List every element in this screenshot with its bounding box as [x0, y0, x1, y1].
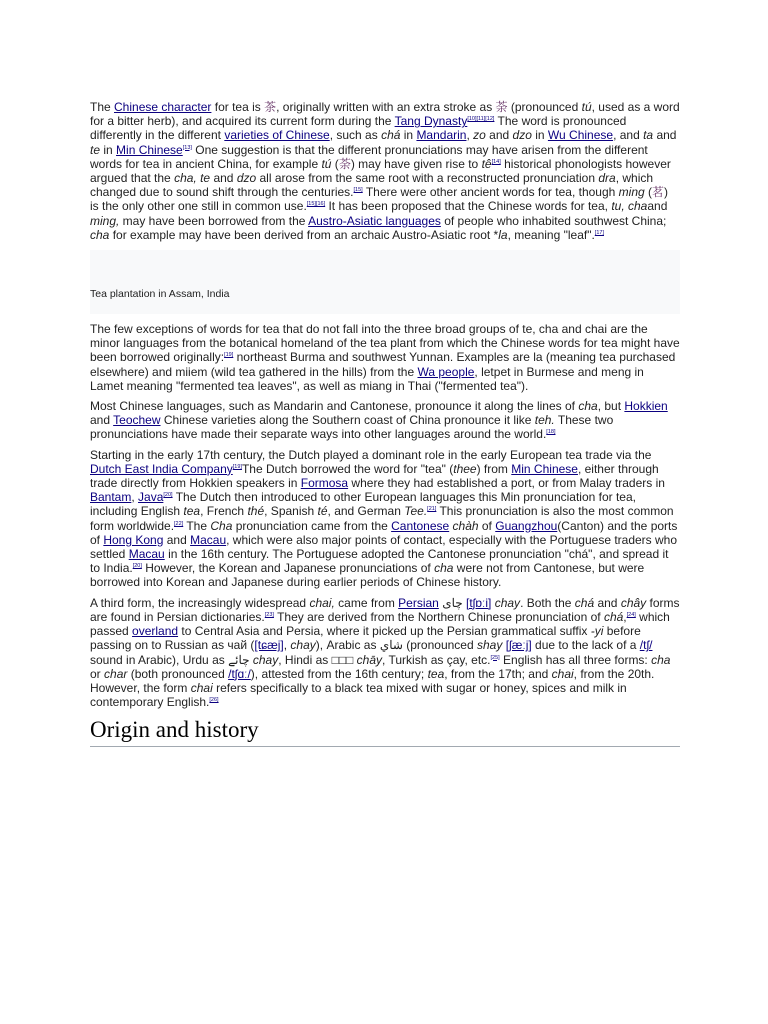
text: ), attested from the 16th century;: [250, 666, 428, 681]
text: and: [647, 199, 668, 214]
italic-term: te: [90, 142, 101, 157]
italic-term: thee: [453, 461, 477, 476]
italic-term: chai: [551, 666, 574, 681]
italic-term: teh.: [534, 413, 555, 428]
italic-term: cha: [651, 652, 671, 667]
text: pronunciation came from the: [232, 518, 392, 533]
text: , which were also major points of contact, especially with the Portuguese traders who settled: [90, 532, 678, 562]
text: However, the Korean and Japanese pronunciations of: [141, 561, 435, 576]
text: came from: [334, 595, 399, 610]
link-tang-dynasty[interactable]: Tang Dynasty: [394, 114, 468, 129]
link-cantonese[interactable]: Cantonese: [391, 518, 450, 533]
text: The Dutch then introduced to other European languages this Min pronunciation for tea, including English: [90, 490, 636, 519]
italic-term: tú: [581, 100, 592, 114]
link-min-chinese[interactable]: Min Chinese: [116, 142, 183, 157]
text: in the 16th century. The Portuguese adopted the Cantonese pronunciation "chá", and spread it to India.: [90, 547, 669, 576]
paragraph-4: [90, 448, 680, 590]
text: چای: [438, 595, 467, 610]
italic-term: dzo: [512, 128, 532, 143]
link-guangzhou[interactable]: Guangzhou: [495, 518, 558, 533]
text: These two pronunciations have made their separate ways into other languages around the world.: [90, 413, 614, 442]
text: A third form, the increasingly widespread: [90, 595, 310, 610]
image-caption: Tea plantation in Assam, India: [90, 288, 230, 301]
text: ,: [623, 609, 627, 624]
section-heading: Origin and history: [90, 717, 680, 747]
text: northeast Burma and southwest Yunnan. Examples are la (meaning tea purchased elsewhere) and miiem (wild tea gathered in the hills) from the: [90, 350, 676, 379]
link-mandarin[interactable]: Mandarin: [416, 128, 467, 143]
citation-ref[interactable]: [14]: [491, 158, 501, 165]
paragraph-1: [90, 100, 680, 242]
text: and: [594, 595, 621, 610]
text: and: [653, 128, 677, 143]
text: , which changed due to sound shift through the centuries.: [90, 171, 654, 200]
text: which passed: [90, 609, 670, 639]
text: , originally written with an extra stroke as: [276, 100, 496, 114]
citation-ref[interactable]: [13]: [182, 144, 192, 151]
citation-ref[interactable]: [18]: [546, 429, 556, 436]
italic-term: cha, te: [174, 171, 211, 186]
citation-ref[interactable]: [10][11][12]: [467, 116, 495, 123]
italic-term: ming,: [90, 213, 120, 228]
text: . Both the: [520, 595, 575, 610]
text: of people who inhabited southwest China;: [440, 213, 667, 228]
text: ,: [283, 638, 291, 653]
text: (both pronounced: [127, 666, 229, 681]
italic-term: cha: [578, 399, 598, 414]
citation-ref[interactable]: [23]: [264, 611, 274, 618]
text: , either through trade directly from Hokkien speakers in: [90, 461, 659, 491]
text: , and German: [327, 504, 405, 519]
italic-term: la: [498, 227, 508, 242]
text: , used as a word for a bitter herb), and acquired its current form during the: [90, 100, 680, 129]
italic-term: chai,: [309, 595, 335, 610]
italic-term: zo: [473, 128, 486, 143]
image-caption-box: [90, 250, 680, 314]
link-teochew[interactable]: Teochew: [113, 413, 161, 428]
text: ) from: [476, 461, 512, 476]
link-cjk-tu[interactable]: 荼: [338, 156, 351, 171]
link-ipa-arabic[interactable]: [ʃæːj]: [505, 638, 532, 653]
text: all arose from the same root with a reconstructed pronunciation: [256, 171, 599, 186]
link-wu-chinese[interactable]: Wu Chinese: [547, 128, 614, 143]
link-ipa-tsh[interactable]: /tʃ/: [639, 638, 653, 653]
italic-term: tu, cha: [611, 199, 648, 214]
text: Most Chinese languages, such as Mandarin and Cantonese, pronounce it along the lines of: [90, 399, 579, 414]
italic-term: -yi: [590, 624, 604, 639]
text: or: [90, 666, 105, 681]
italic-term: té: [317, 504, 328, 519]
link-austro-asiatic-languages[interactable]: Austro-Asiatic languages: [308, 213, 441, 228]
link-ipa-persian[interactable]: [tʃɒːi]: [466, 595, 492, 610]
italic-term: Tee.: [404, 504, 428, 519]
citation-ref[interactable]: [19]: [232, 463, 242, 470]
text: This pronunciation is also the most common form worldwide.: [90, 504, 674, 533]
text: (: [331, 156, 339, 171]
text: One suggestion is that the different pronunciations may have arisen from the different words for tea in ancient China, for example: [90, 142, 648, 171]
text: Starting in the early 17th century, the Dutch played a dominant role in the early European tea trade via the: [90, 447, 652, 462]
link-macau[interactable]: Macau: [128, 547, 165, 562]
italic-term: dra: [598, 171, 616, 186]
italic-term: tea: [183, 504, 201, 519]
link-bantam[interactable]: Bantam: [90, 490, 132, 505]
text: to Central Asia and Persia, where it picked up the Persian grammatical suffix: [178, 624, 591, 639]
link-dutch-east-india-company[interactable]: Dutch East India Company: [90, 461, 233, 476]
link-macau[interactable]: Macau: [190, 532, 227, 547]
link-chinese-character[interactable]: Chinese character: [114, 100, 212, 114]
italic-term: ming: [618, 185, 645, 200]
italic-term: char: [104, 666, 128, 681]
text: ) is the only other one still in common use.: [90, 185, 669, 214]
link-cjk-cha[interactable]: 茶: [264, 100, 277, 114]
text: (: [644, 185, 653, 200]
text: , and: [613, 128, 644, 143]
text: forms are found in Persian dictionaries.: [90, 595, 680, 624]
text: were not from Cantonese, but were borrowed into Korean and Japanese during earlier periods of Chinese history.: [90, 561, 645, 590]
text: and: [90, 413, 114, 428]
text: , Turkish as çay, etc.: [382, 652, 491, 667]
citation-ref[interactable]: [15]: [353, 187, 363, 194]
link-wa-people[interactable]: Wa people: [417, 364, 475, 379]
italic-term: ta: [643, 128, 654, 143]
italic-term: chay: [252, 652, 279, 667]
italic-term: tú: [321, 156, 332, 171]
link-varieties-of-chinese[interactable]: varieties of Chinese: [224, 128, 330, 143]
text: The Dutch borrowed the word for "tea" (: [241, 461, 454, 476]
italic-term: chay: [494, 595, 521, 610]
link-cjk-tu[interactable]: 荼: [495, 100, 508, 114]
citation-ref[interactable]: [21]: [427, 506, 437, 513]
citation-ref[interactable]: [26]: [209, 697, 219, 704]
link-min-chinese[interactable]: Min Chinese: [511, 461, 578, 476]
text: in: [400, 128, 417, 143]
link-cjk-ming[interactable]: 茗: [652, 185, 665, 200]
text: , meaning "leaf".: [507, 227, 595, 242]
text: ), Arabic as شاي (pronounced: [315, 638, 477, 653]
text: The word is pronounced differently in the different: [90, 114, 627, 143]
text: where they had established a port, or from Malay traders in: [348, 476, 665, 491]
text: in: [531, 128, 548, 143]
citation-ref[interactable]: [17]: [594, 229, 604, 236]
text: The: [183, 518, 211, 533]
text: and: [210, 171, 237, 186]
text: ,: [466, 128, 474, 143]
text: Chinese varieties along the Southern coast of China pronounce it like: [160, 413, 535, 428]
text: The: [90, 100, 115, 114]
paragraph-5: [90, 596, 680, 710]
article-body: [90, 100, 680, 747]
link-hokkien[interactable]: Hokkien: [624, 399, 668, 414]
italic-term: shay: [476, 638, 503, 653]
citation-ref[interactable]: [25]: [490, 654, 500, 661]
text: , Hindi as □□□: [278, 652, 357, 667]
link-java[interactable]: Java: [138, 490, 164, 505]
citation-ref[interactable]: [20]: [163, 492, 173, 499]
text: historical phonologists however argued that the: [90, 156, 671, 186]
italic-term: chàh: [452, 518, 479, 533]
link-ipa-english[interactable]: /tʃɑː/: [228, 666, 251, 681]
paragraph-3: [90, 399, 680, 442]
italic-term: chay: [290, 638, 316, 653]
italic-term: dzo: [236, 171, 257, 186]
italic-term: chāy: [356, 652, 383, 667]
text: for example may have been derived from an archaic Austro-Asiatic root *: [109, 227, 499, 242]
text: It has been proposed that the Chinese words for tea,: [325, 199, 612, 214]
text: and: [163, 532, 191, 547]
link-overland[interactable]: overland: [132, 624, 179, 639]
text: (Canton) and the ports of: [90, 518, 678, 547]
text: due to the lack of a: [531, 638, 640, 653]
text: The few exceptions of words for tea that do not fall into the three broad groups of te, cha and chai are the minor languages from the botanical homeland of the tea plant from which the Chinese words for tea might have been borrowed originally:: [90, 322, 680, 365]
link-ipa-russian[interactable]: [tɕæj]: [254, 638, 284, 653]
text: (pronounced: [507, 100, 582, 114]
italic-term: chây: [620, 595, 647, 610]
italic-term: Cha: [210, 518, 233, 533]
text: may have been borrowed from the: [119, 213, 309, 228]
text: , French: [200, 504, 248, 519]
text: They are derived from the Northern Chinese pronunciation of: [273, 609, 604, 624]
text: , such as: [329, 128, 382, 143]
text: There were other ancient words for tea, though: [362, 185, 619, 200]
italic-term: cha: [434, 561, 454, 576]
text: English has all three forms:: [499, 652, 652, 667]
link-persian[interactable]: Persian: [398, 595, 439, 610]
italic-term: chá: [603, 609, 624, 624]
italic-term: cha: [90, 227, 110, 242]
link-formosa[interactable]: Formosa: [300, 476, 349, 491]
text: чай: [227, 638, 248, 653]
text: in: [100, 142, 117, 157]
citation-ref[interactable]: [24]: [626, 611, 636, 618]
text: of: [478, 518, 496, 533]
text: , Spanish: [264, 504, 318, 519]
italic-term: tea: [427, 666, 445, 681]
text: refers specifically to a black tea mixed with sugar or honey, spices and milk in contemporary English.: [90, 680, 627, 710]
italic-term: tê: [481, 156, 492, 171]
text: , but: [597, 399, 625, 414]
text: for tea is: [211, 100, 265, 114]
text: , from the 20th. However, the form: [90, 666, 655, 695]
text: ,: [131, 490, 139, 505]
text: before passing on to Russian as: [90, 624, 641, 653]
text: ) may have given rise to: [350, 156, 482, 171]
text: (: [247, 638, 255, 653]
text: , letpet in Burmese and meng in Lamet meaning "fermented tea leaves", as well as miang in Thai ("fermented tea").: [90, 364, 644, 393]
text: sound in Arabic), Urdu as چائے: [90, 652, 253, 667]
italic-term: chá: [574, 595, 595, 610]
italic-term: chá: [381, 128, 401, 143]
citation-ref[interactable]: [19]: [224, 352, 234, 359]
citation-ref[interactable]: [20]: [132, 563, 142, 570]
italic-term: chai: [190, 680, 213, 695]
citation-ref[interactable]: [22]: [174, 520, 184, 527]
paragraph-2: [90, 322, 680, 393]
text: and: [485, 128, 513, 143]
link-hong-kong[interactable]: Hong Kong: [103, 532, 164, 547]
italic-term: thé: [247, 504, 265, 519]
text: , from the 17th; and: [444, 666, 552, 681]
citation-ref[interactable]: [15][16]: [306, 201, 326, 208]
